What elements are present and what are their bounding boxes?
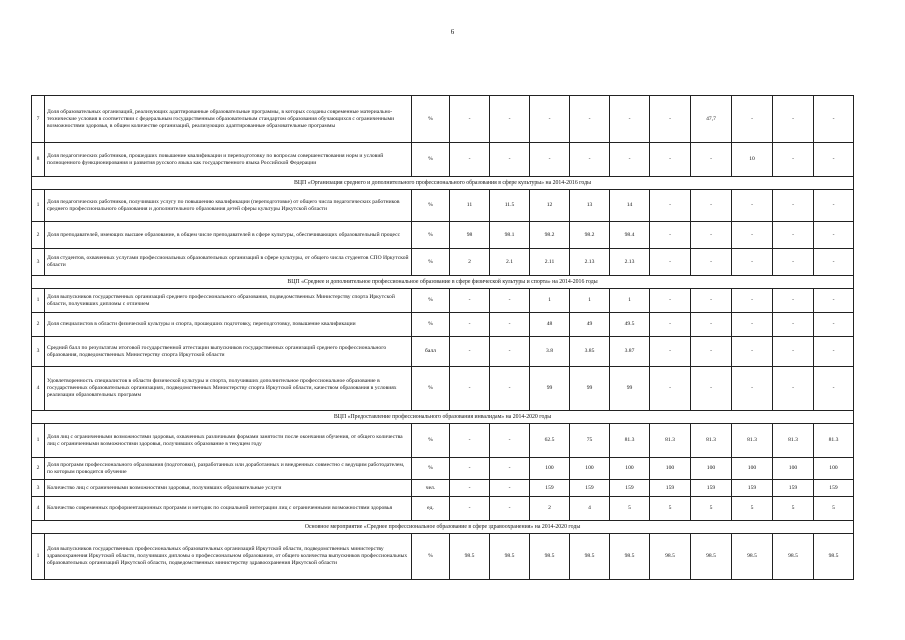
value-cell: -: [773, 249, 814, 276]
value-cell: -: [650, 96, 691, 143]
row-number: 4: [32, 497, 45, 521]
value-cell: -: [650, 367, 691, 411]
value-cell: 98.5: [450, 534, 490, 580]
value-cell: -: [650, 289, 691, 313]
value-cell: -: [691, 367, 732, 411]
value-cell: 14: [610, 190, 650, 222]
value-cell: -: [490, 337, 530, 367]
value-cell: -: [450, 480, 490, 497]
unit-cell: %: [412, 96, 450, 143]
value-cell: 98.5: [773, 534, 814, 580]
value-cell: 98.5: [650, 534, 691, 580]
table-row: [32, 143, 854, 177]
value-cell: -: [773, 222, 814, 249]
indicator-name: Количество лиц с ограниченными возможностями здоровья, получивших образовательные услуги: [45, 480, 412, 497]
value-cell: -: [650, 190, 691, 222]
value-cell: 3.87: [610, 337, 650, 367]
value-cell: -: [650, 222, 691, 249]
unit-cell: чел.: [412, 480, 450, 497]
indicator-name: Доля образовательных организаций, реализующих адаптированные образовательные программы, в которых созданы современные материально-технические условия в соответствии с федеральным государственным образовательным стандартом образования обучающихся с ограниченными возможностями здоровья, в общем количестве организаций, реализующих адаптированные образовательные программы: [45, 96, 412, 143]
value-cell: 159: [814, 480, 854, 497]
value-cell: -: [773, 367, 814, 411]
indicator-name: Доля выпускников государственных профессиональных образовательных организаций Иркутской области, подведомственных министерству здравоохранения Иркутской области, получивших дипломы о профессиональном образовании, от общего количества выпускников профессиональных образовательных организаций Иркутской области, подведомственных министерству здравоохранения Иркутской области: [45, 534, 412, 580]
value-cell: -: [450, 96, 490, 143]
value-cell: -: [490, 313, 530, 337]
table-row: [32, 190, 854, 222]
value-cell: 81.3: [773, 424, 814, 458]
indicator-name: Доля преподавателей, имеющих высшее образование, в общем числе преподавателей в сфере культуры, обеспечивающих образовательный процесс: [45, 222, 412, 249]
unit-cell: %: [412, 190, 450, 222]
value-cell: 81.3: [732, 424, 773, 458]
value-cell: 3.85: [570, 337, 610, 367]
value-cell: 81.3: [691, 424, 732, 458]
value-cell: -: [732, 249, 773, 276]
value-cell: 100: [530, 458, 570, 480]
row-number: 4: [32, 367, 45, 411]
indicator-name: Доля студентов, охваченных услугами профессиональных образовательных организаций в сфере культуры, от общего числа студентов СПО Иркутской области: [45, 249, 412, 276]
row-number: 3: [32, 249, 45, 276]
row-number: 1: [32, 289, 45, 313]
value-cell: 159: [570, 480, 610, 497]
row-number: 3: [32, 337, 45, 367]
table-row: [32, 480, 854, 497]
unit-cell: %: [412, 289, 450, 313]
value-cell: -: [450, 424, 490, 458]
value-cell: 98.5: [570, 534, 610, 580]
value-cell: -: [490, 424, 530, 458]
value-cell: 62.5: [530, 424, 570, 458]
value-cell: -: [773, 96, 814, 143]
value-cell: 98.5: [732, 534, 773, 580]
value-cell: -: [814, 96, 854, 143]
row-number: 3: [32, 480, 45, 497]
value-cell: 100: [814, 458, 854, 480]
value-cell: 3.8: [530, 337, 570, 367]
value-cell: 99: [570, 367, 610, 411]
value-cell: -: [490, 96, 530, 143]
section-title: ВЦП «Среднее и дополнительное профессиональное образование в сфере физической культуры и спорта» на 2014-2016 годы: [32, 276, 854, 289]
value-cell: -: [814, 143, 854, 177]
value-cell: -: [732, 289, 773, 313]
value-cell: 10: [732, 143, 773, 177]
value-cell: 98.4: [610, 222, 650, 249]
table-body: [32, 96, 854, 580]
table-row: [32, 289, 854, 313]
value-cell: -: [691, 289, 732, 313]
value-cell: 100: [773, 458, 814, 480]
value-cell: -: [691, 337, 732, 367]
value-cell: 81.3: [814, 424, 854, 458]
value-cell: -: [490, 458, 530, 480]
indicators-table: [31, 95, 854, 580]
value-cell: 159: [530, 480, 570, 497]
row-number: 8: [32, 143, 45, 177]
value-cell: -: [732, 367, 773, 411]
value-cell: -: [814, 337, 854, 367]
value-cell: -: [610, 143, 650, 177]
value-cell: -: [450, 367, 490, 411]
value-cell: 159: [732, 480, 773, 497]
value-cell: -: [732, 96, 773, 143]
value-cell: 11: [450, 190, 490, 222]
value-cell: 1: [530, 289, 570, 313]
value-cell: 2: [450, 249, 490, 276]
unit-cell: %: [412, 313, 450, 337]
row-number: 7: [32, 96, 45, 143]
value-cell: 5: [773, 497, 814, 521]
table-row: [32, 313, 854, 337]
value-cell: 5: [732, 497, 773, 521]
table-row: [32, 96, 854, 143]
indicator-name: Доля педагогических работников, прошедших повышение квалификации и переподготовку по вопросам совершенствования норм и условий полноценного функционирования и развития русского языка как государственного языка Российской Федерации: [45, 143, 412, 177]
section-header-row: [32, 276, 854, 289]
unit-cell: %: [412, 143, 450, 177]
unit-cell: %: [412, 367, 450, 411]
indicator-name: Средний балл по результатам итоговой государственной аттестации выпускников государственных организаций среднего профессионального образования, подведомственных Министерству спорта Иркутской области: [45, 337, 412, 367]
value-cell: -: [490, 497, 530, 521]
value-cell: 100: [732, 458, 773, 480]
value-cell: 2.11: [530, 249, 570, 276]
indicator-name: Доля лиц с ограниченными возможностями здоровья, охваченных различными формами занятости после окончания обучения, от общего количества лиц с ограниченными возможностями здоровья, получивших образование в текущем году: [45, 424, 412, 458]
value-cell: -: [814, 249, 854, 276]
row-number: 2: [32, 222, 45, 249]
value-cell: 100: [570, 458, 610, 480]
table-row: [32, 424, 854, 458]
value-cell: -: [691, 190, 732, 222]
value-cell: 2.13: [610, 249, 650, 276]
unit-cell: %: [412, 424, 450, 458]
value-cell: -: [691, 313, 732, 337]
value-cell: -: [530, 96, 570, 143]
value-cell: -: [450, 313, 490, 337]
unit-cell: %: [412, 458, 450, 480]
unit-cell: %: [412, 249, 450, 276]
value-cell: -: [650, 249, 691, 276]
value-cell: 81.3: [610, 424, 650, 458]
value-cell: 98: [450, 222, 490, 249]
value-cell: 159: [691, 480, 732, 497]
value-cell: -: [650, 313, 691, 337]
value-cell: 159: [650, 480, 691, 497]
value-cell: -: [570, 143, 610, 177]
table-row: [32, 534, 854, 580]
value-cell: 48: [530, 313, 570, 337]
value-cell: -: [490, 289, 530, 313]
value-cell: -: [450, 337, 490, 367]
value-cell: -: [732, 313, 773, 337]
value-cell: -: [773, 289, 814, 313]
value-cell: 100: [650, 458, 691, 480]
value-cell: -: [732, 190, 773, 222]
value-cell: 159: [610, 480, 650, 497]
value-cell: 98.2: [570, 222, 610, 249]
value-cell: 159: [773, 480, 814, 497]
value-cell: 13: [570, 190, 610, 222]
table-row: [32, 458, 854, 480]
value-cell: 5: [814, 497, 854, 521]
value-cell: 12: [530, 190, 570, 222]
value-cell: -: [490, 480, 530, 497]
value-cell: -: [732, 337, 773, 367]
row-number: 2: [32, 458, 45, 480]
indicator-name: Количество современных профориентационных программ и методик по социальной интеграции лиц с ограниченными возможностями здоровья: [45, 497, 412, 521]
value-cell: 2.1: [490, 249, 530, 276]
value-cell: 98.5: [610, 534, 650, 580]
value-cell: -: [530, 143, 570, 177]
row-number: 1: [32, 190, 45, 222]
value-cell: -: [691, 249, 732, 276]
section-header-row: [32, 411, 854, 424]
value-cell: 47,7: [691, 96, 732, 143]
section-title: Основное мероприятие «Среднее профессиональное образование в сфере здравоохранения» на 2014-2020 годы: [32, 521, 854, 534]
value-cell: 5: [610, 497, 650, 521]
value-cell: 99: [530, 367, 570, 411]
value-cell: -: [490, 367, 530, 411]
value-cell: 100: [610, 458, 650, 480]
value-cell: 99: [610, 367, 650, 411]
unit-cell: балл: [412, 337, 450, 367]
section-title: ВЦП «Предоставление профессионального образования инвалидам» на 2014-2020 годы: [32, 411, 854, 424]
value-cell: 98.5: [691, 534, 732, 580]
unit-cell: ед.: [412, 497, 450, 521]
value-cell: 49.5: [610, 313, 650, 337]
value-cell: -: [732, 222, 773, 249]
value-cell: -: [450, 497, 490, 521]
value-cell: 98.5: [490, 534, 530, 580]
indicator-name: Доля педагогических работников, получивших услугу по повышению квалификации (переподготовке) от общего числа педагогических работников среднего профессионального образования и дополнительного образования детей сферы культуры Иркутской области: [45, 190, 412, 222]
value-cell: -: [814, 367, 854, 411]
table-row: [32, 367, 854, 411]
value-cell: 11.5: [490, 190, 530, 222]
value-cell: 100: [691, 458, 732, 480]
value-cell: -: [450, 458, 490, 480]
table-row: [32, 249, 854, 276]
unit-cell: %: [412, 222, 450, 249]
indicator-name: Удовлетворенность специалистов в области физической культуры и спорта, получивших дополнительное профессиональное образование в государственных образовательных организациях, подведомственных Министерству спорта Иркутской области, качеством образования в условиях реализации образовательных программ: [45, 367, 412, 411]
value-cell: 2: [530, 497, 570, 521]
page-number: 6: [450, 28, 455, 36]
value-cell: 98.1: [490, 222, 530, 249]
value-cell: -: [773, 190, 814, 222]
value-cell: -: [814, 313, 854, 337]
value-cell: 49: [570, 313, 610, 337]
value-cell: -: [570, 96, 610, 143]
value-cell: -: [814, 222, 854, 249]
value-cell: -: [450, 289, 490, 313]
value-cell: 5: [650, 497, 691, 521]
value-cell: 98.5: [814, 534, 854, 580]
value-cell: -: [814, 289, 854, 313]
value-cell: 2.13: [570, 249, 610, 276]
value-cell: 1: [570, 289, 610, 313]
table-row: [32, 222, 854, 249]
value-cell: 4: [570, 497, 610, 521]
row-number: 2: [32, 313, 45, 337]
value-cell: -: [650, 337, 691, 367]
row-number: 1: [32, 534, 45, 580]
indicator-name: Доля выпускников государственных организаций среднего профессионального образования, подведомственных Министерству спорта Иркутской области, получивших дипломы с отличием: [45, 289, 412, 313]
value-cell: -: [610, 96, 650, 143]
indicator-name: Доля специалистов в области физической культуры и спорта, прошедших подготовку, переподготовку, повышение квалификации: [45, 313, 412, 337]
value-cell: -: [773, 313, 814, 337]
indicator-name: Доля программ профессионального образования (подготовки), разработанных или доработанных и внедренных совместно с ведущим работодателем, по которым проводится обучение: [45, 458, 412, 480]
value-cell: 5: [691, 497, 732, 521]
value-cell: 75: [570, 424, 610, 458]
section-header-row: [32, 521, 854, 534]
row-number: 1: [32, 424, 45, 458]
value-cell: 81.3: [650, 424, 691, 458]
table-row: [32, 497, 854, 521]
value-cell: -: [490, 143, 530, 177]
value-cell: 98.5: [530, 534, 570, 580]
value-cell: -: [773, 337, 814, 367]
value-cell: -: [773, 143, 814, 177]
value-cell: -: [650, 143, 691, 177]
value-cell: -: [691, 143, 732, 177]
value-cell: 1: [610, 289, 650, 313]
value-cell: -: [814, 190, 854, 222]
value-cell: -: [450, 143, 490, 177]
section-header-row: [32, 177, 854, 190]
value-cell: 98.2: [530, 222, 570, 249]
unit-cell: %: [412, 534, 450, 580]
value-cell: -: [691, 222, 732, 249]
section-title: ВЦП «Организация среднего и дополнительного профессионального образования в сфере культуры» на 2014-2016 годы: [32, 177, 854, 190]
table-row: [32, 337, 854, 367]
